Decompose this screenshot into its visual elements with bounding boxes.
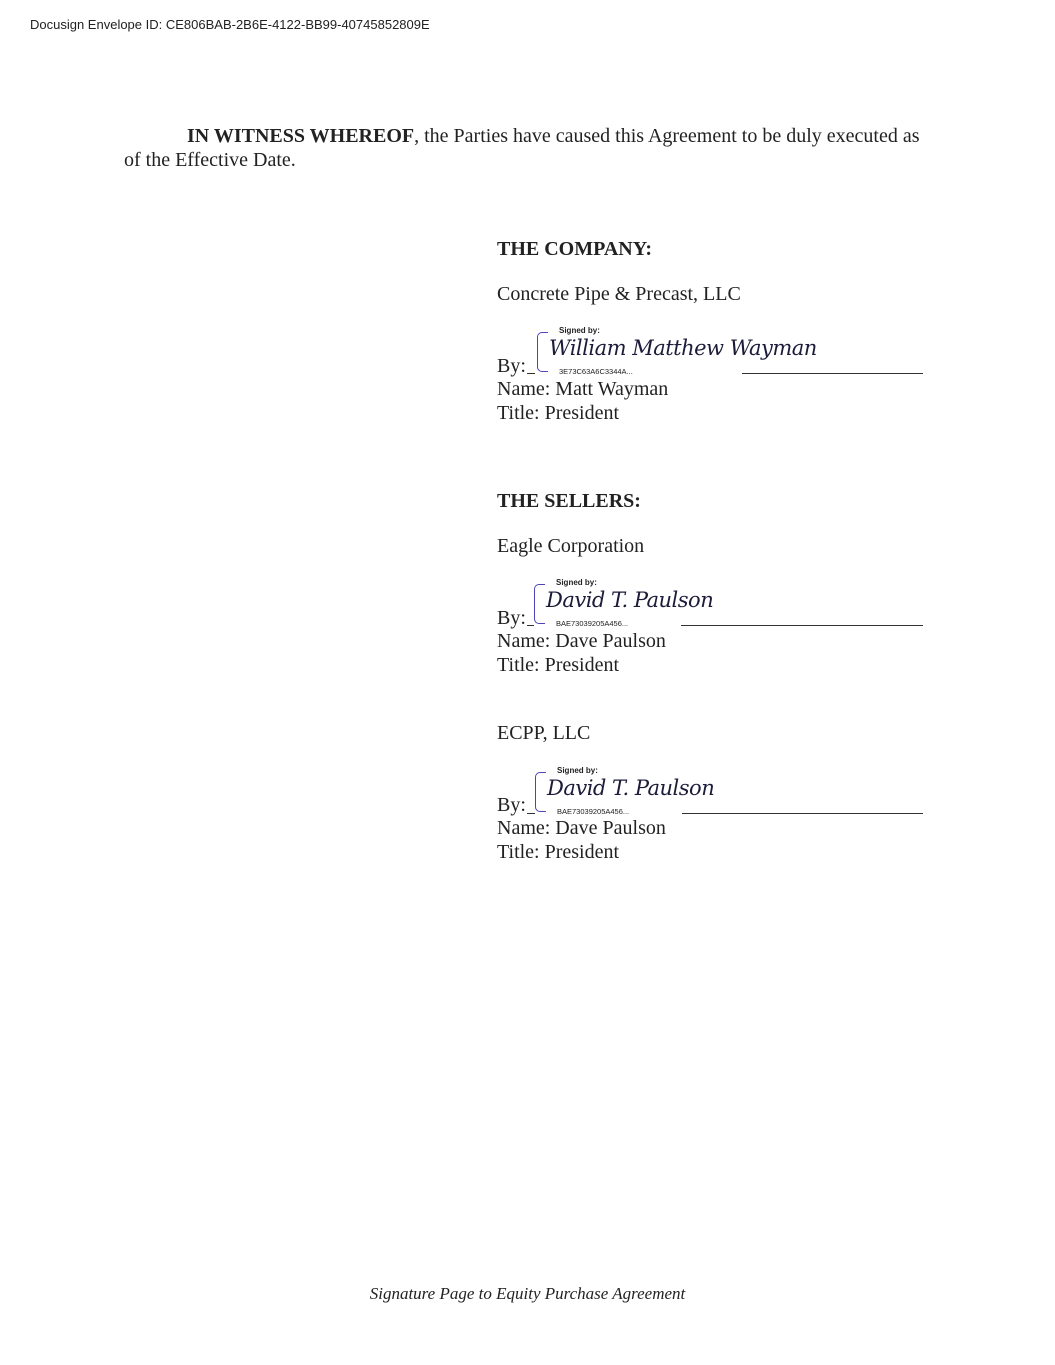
witness-clause xyxy=(124,124,936,172)
seller-docusign-signature xyxy=(535,768,755,818)
seller-docusign-signature xyxy=(534,580,754,630)
company-signer-title: Title: President xyxy=(497,402,620,424)
signed-by-label: Signed by: xyxy=(559,326,600,335)
by-label: By: xyxy=(497,607,526,629)
witness-text: , the Parties have caused this Agreement to be duly executed as of the Effective Date. xyxy=(124,125,920,171)
seller-signer-name: Name: Dave Paulson xyxy=(497,630,666,652)
handwritten-signature: William Matthew Wayman xyxy=(549,336,817,360)
witness-bold: IN WITNESS WHEREOF xyxy=(187,125,415,147)
seller-signature-line xyxy=(681,625,923,626)
by-label: By: xyxy=(497,794,526,816)
handwritten-signature: David T. Paulson xyxy=(546,588,714,612)
seller-signer-name: Name: Dave Paulson xyxy=(497,817,666,839)
seller-entity-name: Eagle Corporation xyxy=(497,535,645,557)
by-underscore xyxy=(527,813,535,814)
signature-code: BAE73039205A456... xyxy=(556,619,629,628)
company-heading: THE COMPANY: xyxy=(497,238,652,260)
seller-signature-line xyxy=(682,813,923,814)
by-label: By: xyxy=(497,355,526,377)
by-underscore xyxy=(527,373,535,374)
docusign-bracket xyxy=(537,332,548,372)
signed-by-label: Signed by: xyxy=(556,578,597,587)
docusign-bracket xyxy=(535,772,546,812)
handwritten-signature: David T. Paulson xyxy=(547,776,715,800)
signed-by-label: Signed by: xyxy=(557,766,598,775)
sellers-heading: THE SELLERS: xyxy=(497,490,641,512)
envelope-id: Docusign Envelope ID: CE806BAB-2B6E-4122-BB99-40745852809E xyxy=(30,17,430,32)
seller-entity-name: ECPP, LLC xyxy=(497,722,591,744)
signature-code: BAE73039205A456... xyxy=(557,807,630,816)
signature-code: 3E73C63A6C3344A... xyxy=(559,367,633,376)
seller-signer-title: Title: President xyxy=(497,654,620,676)
company-signature-line xyxy=(742,373,923,374)
seller-by-row xyxy=(497,793,526,817)
seller-by-row xyxy=(497,606,526,630)
company-docusign-signature xyxy=(537,326,817,378)
page-footer: Signature Page to Equity Purchase Agreement xyxy=(369,1284,686,1303)
seller-signer-title: Title: President xyxy=(497,841,620,863)
company-signer-name: Name: Matt Wayman xyxy=(497,378,669,400)
docusign-bracket xyxy=(534,584,545,624)
by-underscore xyxy=(527,625,534,626)
company-entity-name: Concrete Pipe & Precast, LLC xyxy=(497,283,741,305)
company-by-row xyxy=(497,354,526,378)
